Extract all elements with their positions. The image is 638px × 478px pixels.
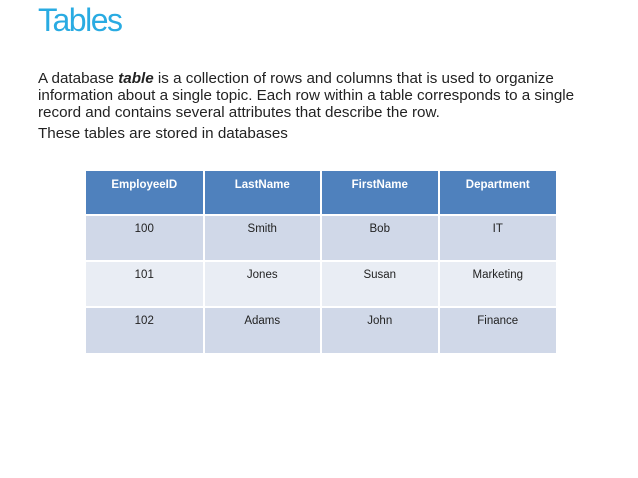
paragraph-prefix: A database	[38, 70, 119, 87]
header-department: Department	[439, 171, 557, 215]
table-row	[86, 307, 556, 353]
cell-employee-id: 102	[86, 307, 204, 353]
term-table: table	[118, 70, 154, 87]
header-employee-id: EmployeeID	[86, 171, 204, 215]
cell-last-name: Smith	[204, 215, 322, 261]
cell-employee-id: 100	[86, 215, 204, 261]
paragraph-definition	[38, 70, 578, 121]
header-last-name: LastName	[204, 171, 322, 215]
body-text	[38, 70, 578, 142]
cell-last-name: Adams	[204, 307, 322, 353]
paragraph-suffix: is a collection of rows and columns that is used to organize information about a single topic. Each row within a table corresponds to a single record and contains several attributes that describe the row.	[38, 70, 575, 121]
cell-first-name: Susan	[321, 261, 439, 307]
cell-first-name: Bob	[321, 215, 439, 261]
cell-employee-id: 101	[86, 261, 204, 307]
employee-table	[86, 171, 556, 353]
cell-last-name: Jones	[204, 261, 322, 307]
cell-first-name: John	[321, 307, 439, 353]
paragraph-storage: These tables are stored in databases	[38, 125, 288, 142]
table-row	[86, 215, 556, 261]
table-row	[86, 261, 556, 307]
header-first-name: FirstName	[321, 171, 439, 215]
cell-department: Finance	[439, 307, 557, 353]
table-header-row	[86, 171, 556, 215]
slide-title: Tables	[38, 2, 122, 38]
cell-department: IT	[439, 215, 557, 261]
cell-department: Marketing	[439, 261, 557, 307]
